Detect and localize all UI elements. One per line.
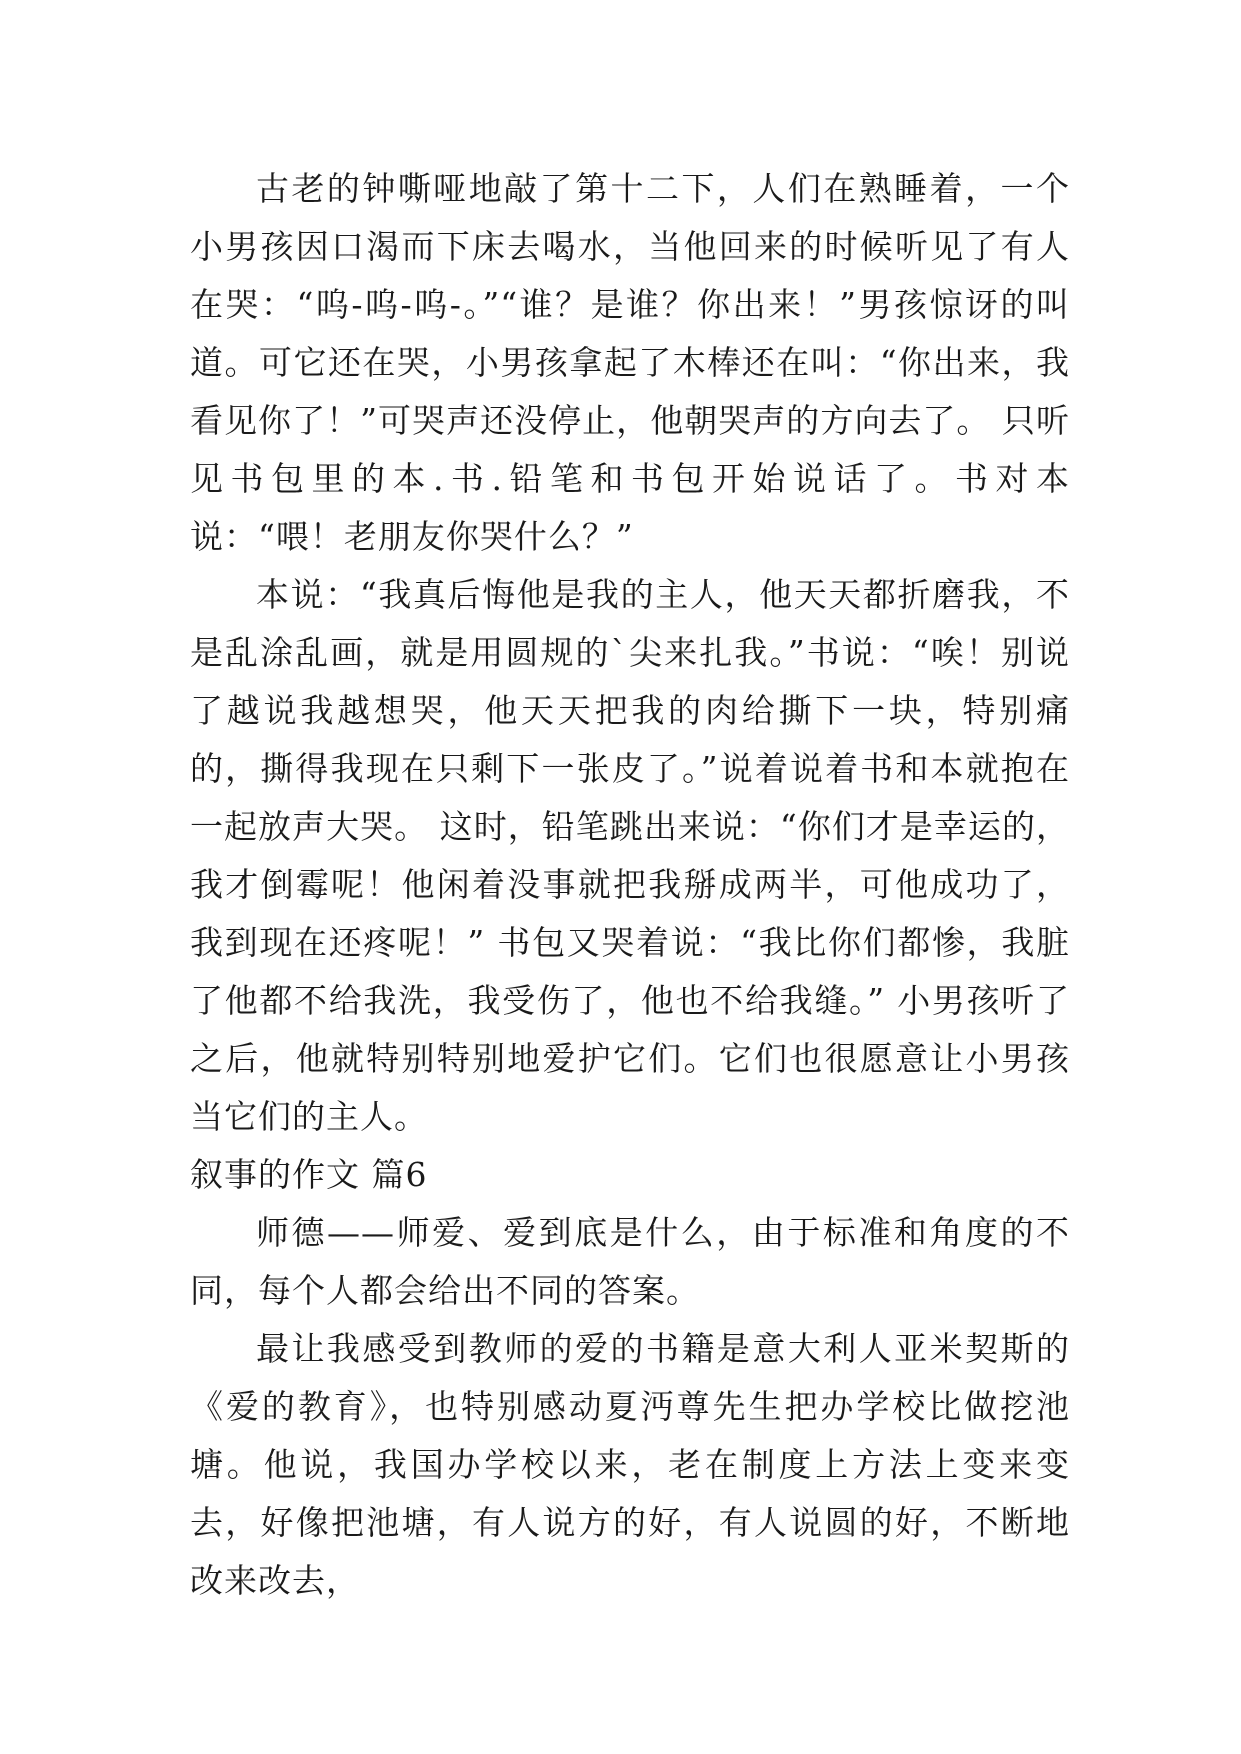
- document-body: [190, 160, 1070, 1610]
- section-heading: 叙事的作文 篇6: [190, 1155, 428, 1194]
- paragraph-teacher-love: 师德——师爱、爱到底是什么，由于标准和角度的不同，每个人都会给出不同的答案。: [190, 1213, 1070, 1310]
- paragraph-crying-stationery: 古老的钟嘶哑地敲了第十二下，人们在熟睡着，一个小男孩因口渴而下床去喝水，当他回来的时候听见了有人在哭：“呜-呜-呜-。”“谁？是谁？你出来！”男孩惊讶的叫道。可它还在哭，小男孩拿起了木棒还在叫：“你出来，我看见你了！”可哭声还没停止，他朝哭声的方向去了。 只听见书包里的本.书.铅笔和书包开始说话了。书对本说：“喂！老朋友你哭什么？”: [190, 169, 1070, 556]
- paragraph-complaints: 本说：“我真后悔他是我的主人，他天天都折磨我，不是乱涂乱画，就是用圆规的`尖来扎我。”书说：“唉！别说了越说我越想哭，他天天把我的肉给撕下一块，特别痛的，撕得我现在只剩下一张皮了。”说着说着书和本就抱在一起放声大哭。 这时，铅笔跳出来说：“你们才是幸运的，我才倒霉呢！他闲着没事就把我掰成两半，可他成功了，我到现在还疼呢！” 书包又哭着说：“我比你们都惨，我脏了他都不给我洗，我受伤了，他也不给我缝。” 小男孩听了之后，他就特别特别地爱护它们。它们也很愿意让小男孩当它们的主人。: [190, 575, 1070, 1136]
- paragraph-education-of-love: 最让我感受到教师的爱的书籍是意大利人亚米契斯的《爱的教育》，也特别感动夏沔尊先生把办学校比做挖池塘。他说，我国办学校以来，老在制度上方法上变来变去，好像把池塘，有人说方的好，有人说圆的好，不断地改来改去，: [190, 1329, 1070, 1600]
